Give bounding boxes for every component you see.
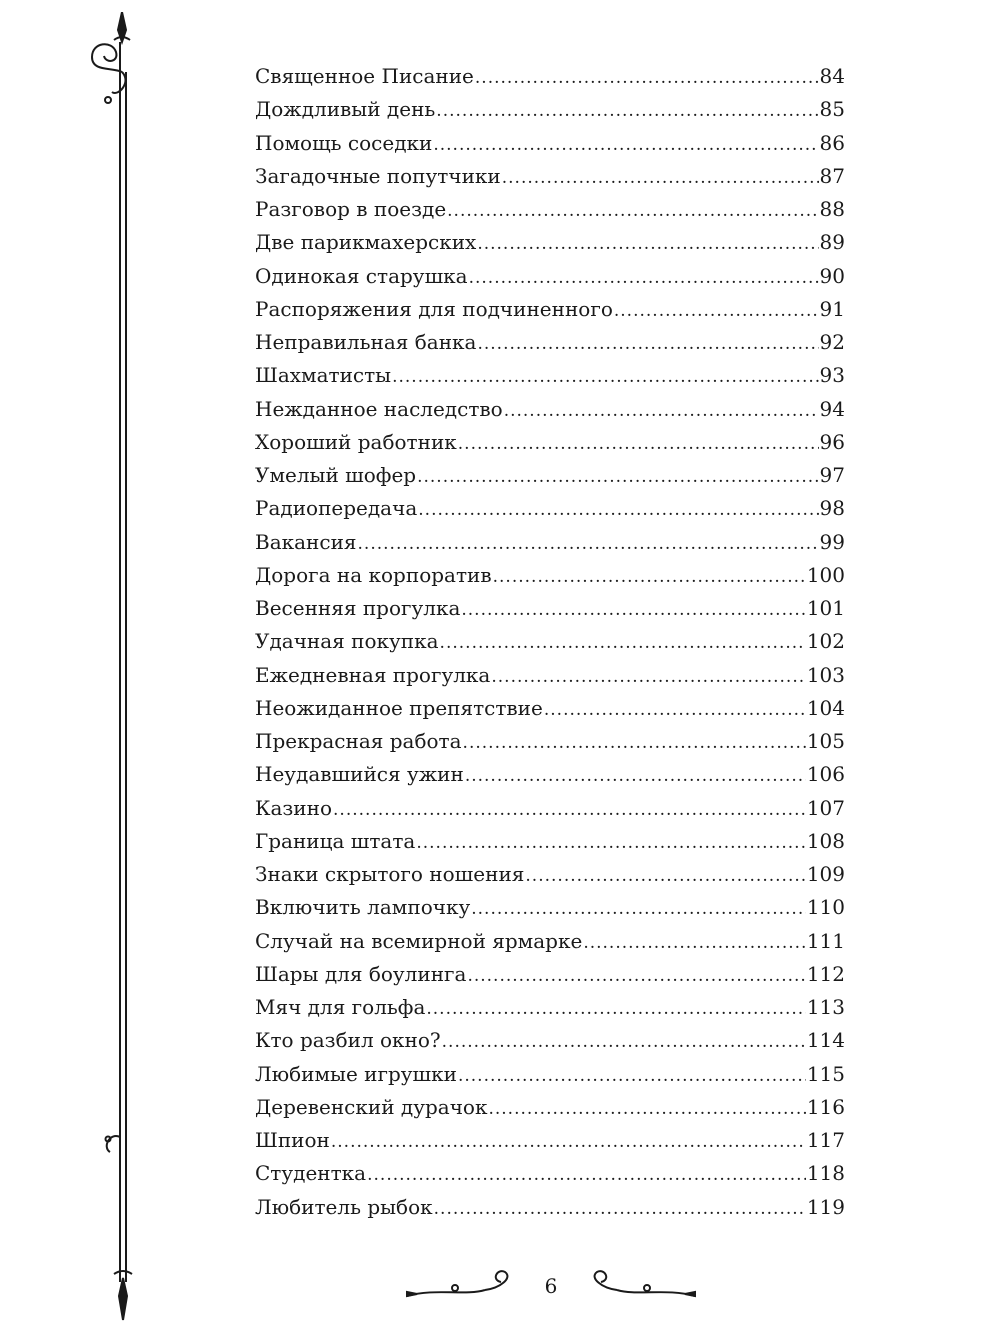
toc-entry-page: 111	[806, 928, 845, 953]
toc-entry-title: Студентка	[255, 1161, 367, 1186]
page-number: 6	[544, 1274, 558, 1298]
toc-entry-title: Умелый шофер	[255, 463, 417, 487]
toc-entry-page: 91	[819, 296, 845, 321]
toc-entry-page: 89	[819, 230, 845, 255]
toc-entry-title: Шпион	[255, 1128, 330, 1152]
dot-leader	[416, 827, 805, 860]
toc-entry-title: Вакансия	[255, 529, 357, 554]
toc-entry-page: 100	[806, 562, 845, 587]
toc-entry	[255, 891, 845, 924]
dot-leader	[502, 162, 819, 195]
toc-entry-title: Весенняя прогулка	[255, 596, 461, 620]
toc-entry-title: Удачная покупка	[255, 629, 439, 654]
toc-entry	[255, 1124, 845, 1157]
toc-entry-title: Знаки скрытого ношения	[255, 862, 525, 886]
toc-entry-title: Разговор в поезде	[255, 197, 447, 221]
dot-leader	[491, 661, 805, 694]
toc-entry-page: 108	[806, 828, 845, 853]
dot-leader	[475, 62, 819, 95]
toc-entry	[255, 625, 845, 658]
dot-leader	[436, 95, 818, 128]
toc-entry-title: Любитель рыбок	[255, 1194, 433, 1219]
toc-entry-title: Граница штата	[255, 828, 416, 853]
toc-entry	[255, 1058, 845, 1091]
toc-entry-page: 117	[806, 1128, 845, 1152]
toc-entry-page: 85	[819, 97, 845, 122]
dot-leader	[392, 361, 818, 394]
toc-entry	[255, 60, 845, 93]
dot-leader	[458, 1060, 806, 1093]
toc-entry-title: Дорога на корпоратив	[255, 562, 492, 587]
toc-entry-page: 97	[819, 463, 845, 487]
toc-entry	[255, 492, 845, 525]
toc-entry-page: 114	[806, 1028, 845, 1053]
toc-entry	[255, 93, 845, 126]
dot-leader	[442, 1026, 806, 1059]
toc-entry-title: Помощь соседки	[255, 130, 433, 155]
toc-entry	[255, 393, 845, 426]
toc-entry-title: Неожиданное препятствие	[255, 695, 543, 720]
toc-entry	[255, 725, 845, 758]
toc-entry	[255, 426, 845, 459]
toc-entry	[255, 792, 845, 825]
dot-leader	[583, 927, 806, 960]
toc-entry	[255, 160, 845, 193]
toc-entry	[255, 692, 845, 725]
toc-entry-title: Неправильная банка	[255, 330, 477, 354]
table-of-contents	[255, 60, 845, 1224]
toc-entry-page: 88	[819, 197, 845, 221]
dot-leader	[461, 594, 805, 627]
toc-entry-page: 86	[819, 130, 845, 155]
toc-entry	[255, 958, 845, 991]
toc-entry	[255, 193, 845, 226]
dot-leader	[488, 1093, 805, 1126]
toc-entry	[255, 127, 845, 160]
toc-entry-title: Кто разбил окно?	[255, 1028, 441, 1053]
toc-entry-title: Одинокая старушка	[255, 263, 468, 288]
toc-entry-title: Шары для боулинга	[255, 961, 467, 986]
toc-entry-page: 105	[806, 729, 845, 753]
toc-entry	[255, 459, 845, 492]
toc-entry-title: Включить лампочку	[255, 895, 471, 920]
toc-entry-title: Любимые игрушки	[255, 1061, 457, 1086]
toc-entry-title: Загадочные попутчики	[255, 163, 501, 188]
toc-entry	[255, 858, 845, 891]
dot-leader	[458, 428, 819, 461]
dot-leader	[417, 461, 818, 494]
dot-leader	[544, 694, 806, 727]
toc-entry-page: 90	[819, 263, 845, 288]
dot-leader	[504, 395, 819, 428]
toc-entry-page: 106	[806, 762, 845, 787]
toc-entry	[255, 1024, 845, 1057]
toc-entry-title: Прекрасная работа	[255, 729, 462, 753]
toc-entry-page: 87	[819, 163, 845, 188]
toc-entry	[255, 1191, 845, 1224]
toc-entry-page: 113	[806, 995, 845, 1019]
toc-entry	[255, 293, 845, 326]
toc-entry-page: 107	[806, 795, 845, 820]
dot-leader	[493, 561, 806, 594]
toc-entry	[255, 925, 845, 958]
dot-leader	[418, 494, 818, 527]
toc-entry	[255, 326, 845, 359]
ornamental-vertical-border-icon	[82, 12, 142, 1322]
dot-leader	[433, 129, 818, 162]
toc-entry-title: Деревенский дурачок	[255, 1094, 488, 1119]
dot-leader	[447, 195, 818, 228]
dot-leader	[333, 794, 806, 827]
toc-entry-page: 98	[819, 496, 845, 521]
toc-entry-page: 115	[806, 1061, 845, 1086]
toc-entry-title: Две парикмахерских	[255, 230, 477, 255]
dot-leader	[463, 727, 806, 760]
toc-entry	[255, 659, 845, 692]
toc-entry-title: Нежданное наследство	[255, 396, 503, 421]
toc-entry-page: 96	[819, 429, 845, 454]
toc-entry	[255, 758, 845, 791]
dot-leader	[525, 860, 805, 893]
toc-entry-title: Случай на всемирной ярмарке	[255, 928, 583, 953]
toc-entry-page: 101	[806, 596, 845, 620]
toc-entry-page: 119	[806, 1194, 845, 1219]
toc-entry	[255, 825, 845, 858]
toc-entry-page: 99	[819, 529, 845, 554]
toc-entry-title: Радиопередача	[255, 496, 418, 521]
dot-leader	[434, 1193, 806, 1226]
dot-leader	[465, 760, 806, 793]
toc-entry-page: 118	[806, 1161, 845, 1186]
dot-leader	[471, 893, 806, 926]
toc-entry-title: Дождливый день	[255, 97, 436, 122]
toc-entry-title: Казино	[255, 795, 333, 820]
toc-entry-page: 84	[819, 64, 845, 88]
dot-leader	[367, 1159, 806, 1192]
dot-leader	[331, 1126, 806, 1159]
toc-entry-page: 109	[806, 862, 845, 886]
toc-entry	[255, 592, 845, 625]
toc-entry-page: 104	[806, 695, 845, 720]
toc-entry-title: Ежедневная прогулка	[255, 662, 491, 687]
toc-entry	[255, 260, 845, 293]
toc-entry-page: 112	[806, 961, 845, 986]
toc-entry	[255, 1091, 845, 1124]
page-footer	[405, 1266, 697, 1306]
toc-entry-title: Распоряжения для подчиненного	[255, 296, 613, 321]
dot-leader	[614, 295, 819, 328]
toc-entry	[255, 226, 845, 259]
toc-entry-page: 94	[819, 396, 845, 421]
dot-leader	[467, 960, 805, 993]
toc-entry-page: 92	[819, 330, 845, 354]
dot-leader	[477, 228, 818, 261]
toc-entry	[255, 526, 845, 559]
toc-entry-page: 93	[819, 363, 845, 388]
dot-leader	[426, 993, 805, 1026]
toc-entry	[255, 991, 845, 1024]
dot-leader	[477, 328, 818, 361]
toc-entry-page: 102	[806, 629, 845, 654]
toc-entry	[255, 1157, 845, 1190]
toc-entry-title: Священное Писание	[255, 64, 474, 88]
dot-leader	[358, 528, 819, 561]
toc-entry	[255, 559, 845, 592]
dot-leader	[469, 262, 819, 295]
toc-entry-page: 103	[806, 662, 845, 687]
toc-entry-page: 110	[806, 895, 845, 920]
toc-entry-title: Шахматисты	[255, 363, 392, 388]
toc-entry-title: Хороший работник	[255, 429, 457, 454]
dot-leader	[440, 627, 806, 660]
toc-entry-page: 116	[806, 1094, 845, 1119]
toc-entry-title: Мяч для гольфа	[255, 995, 426, 1019]
toc-entry-title: Неудавшийся ужин	[255, 762, 464, 787]
toc-entry	[255, 359, 845, 392]
